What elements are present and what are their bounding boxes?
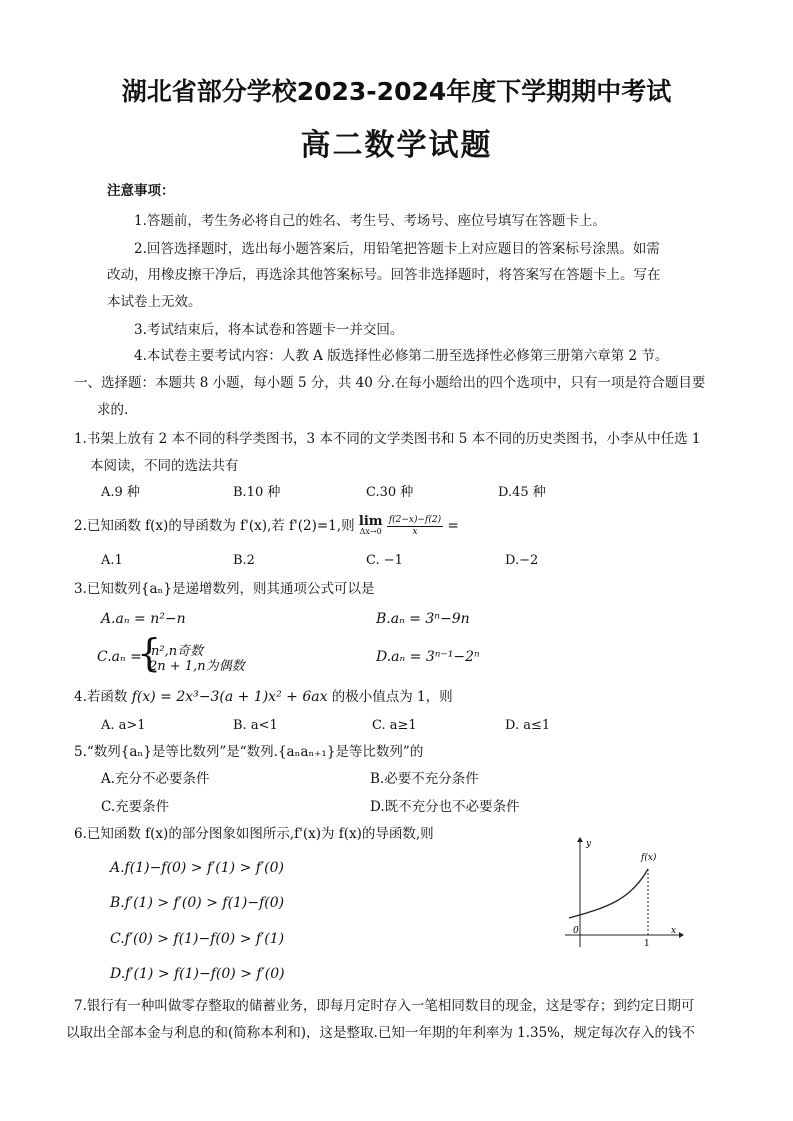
q6-function-graph xyxy=(555,835,685,950)
q4-option-b: B. a<1 xyxy=(233,718,278,733)
section-heading-cont: 求的. xyxy=(97,402,129,418)
q3-brace: { xyxy=(137,631,162,675)
y-axis-label: y xyxy=(586,839,592,849)
q2-stem-text: 2.已知函数 f(x)的导函数为 f'(x),若 f'(2)=1,则 xyxy=(74,518,355,534)
q1-option-b: B.10 种 xyxy=(233,485,281,500)
q2-fraction xyxy=(387,515,443,538)
note-2-line-1: 2.回答选择题时，选出每小题答案后，用铅笔把答题卡上对应题目的答案标号涂黑。如需 xyxy=(134,241,660,257)
q7-stem-line-1: 7.银行有一种叫做零存整取的储蓄业务，即每月定时存入一笔相同数目的现金，这是零存；到约定日期可 xyxy=(74,998,695,1014)
origin-label: 0 xyxy=(573,926,579,936)
q1-stem-line-1: 1.书架上放有 2 本不同的科学类图书，3 本不同的文学类图书和 5 本不同的历史类图书，小李从中任选 1 xyxy=(74,431,701,447)
x-axis-arrow xyxy=(679,932,684,938)
q1-option-d: D.45 种 xyxy=(498,485,546,500)
q6-option-a: A.f(1)−f(0) > f′(1) > f′(0) xyxy=(110,860,284,876)
y-axis-arrow xyxy=(577,837,583,842)
q2-option-a: A.1 xyxy=(101,553,123,568)
q3-option-c-prefix: C.aₙ = xyxy=(97,649,142,665)
q3-stem: 3.已知数列{aₙ}是递增数列，则其通项公式可以是 xyxy=(74,581,375,597)
exam-subtitle: 高二数学试题 xyxy=(300,128,493,163)
q6-option-b: B.f′(1) > f′(0) > f(1)−f(0) xyxy=(110,895,285,911)
q5-option-c: C.充要条件 xyxy=(101,799,170,815)
q4-function: f(x) = 2x³−3(a + 1)x² + 6ax xyxy=(131,689,328,705)
q2-numerator: f(2−x)−f(2) xyxy=(388,515,442,525)
q6-option-c: C.f′(0) > f(1)−f(0) > f′(1) xyxy=(110,931,285,947)
exam-title: 湖北省部分学校2023-2024年度下学期期中考试 xyxy=(121,77,672,106)
q5-stem: 5.“数列{aₙ}是等比数列”是“数列.{aₙaₙ₊₁}是等比数列”的 xyxy=(74,744,424,760)
q4-option-a: A. a>1 xyxy=(101,718,146,733)
q3-case-odd: n²,n奇数 xyxy=(151,644,204,659)
function-curve xyxy=(569,869,648,918)
curve-label: f(x) xyxy=(641,853,657,863)
x-axis-label: x xyxy=(671,926,677,936)
q6-option-d: D.f′(1) > f(1)−f(0) > f′(0) xyxy=(110,966,285,982)
note-1: 1.答题前，考生务必将自己的姓名、考生号、考场号、座位号填写在答题卡上。 xyxy=(134,213,606,229)
q2-equals: = xyxy=(447,518,459,534)
q6-stem: 6.已知函数 f(x)的部分图象如图所示,f'(x)为 f(x)的导函数,则 xyxy=(74,826,434,842)
q5-option-a: A.充分不必要条件 xyxy=(101,771,210,787)
q4-option-c: C. a≥1 xyxy=(372,718,417,733)
q5-option-b: B.必要不充分条件 xyxy=(370,771,479,787)
q1-option-c: C.30 种 xyxy=(366,485,414,500)
q3-option-b: B.aₙ = 3ⁿ−9n xyxy=(376,611,470,627)
q1-stem-line-2: 本阅读，不同的选法共有 xyxy=(90,458,239,474)
notes-heading: 注意事项： xyxy=(107,183,175,199)
q2-option-b: B.2 xyxy=(233,553,255,568)
q2-stem xyxy=(74,515,459,538)
tick-label-1: 1 xyxy=(644,939,650,949)
q2-option-c: C. −1 xyxy=(366,553,403,568)
q3-case-even: 2n + 1,n为偶数 xyxy=(149,659,245,674)
q4-stem xyxy=(74,688,453,706)
q4-stem-post: 的极小值点为 1，则 xyxy=(331,689,453,705)
q4-option-d: D. a≤1 xyxy=(505,718,551,733)
note-2-line-2: 改动，用橡皮擦干净后，再选涂其他答案标号。回答非选择题时，将答案写在答题卡上。写在 xyxy=(107,267,661,283)
q7-stem-line-2: 以取出全部本金与利息的和(简称本利和)，这是整取.已知一年期的年利率为 1.35%，规定每次存入的钱不 xyxy=(66,1025,696,1041)
q1-option-a: A.9 种 xyxy=(101,485,140,500)
q2-limit xyxy=(358,513,383,537)
q3-option-a: A.aₙ = n²−n xyxy=(101,611,186,627)
q4-stem-pre: 4.若函数 xyxy=(74,689,128,705)
q2-lim-word: lim xyxy=(358,513,383,529)
note-2-line-3: 本试卷上无效。 xyxy=(107,294,202,310)
note-3: 3.考试结束后，将本试卷和答题卡一并交回。 xyxy=(134,322,404,338)
section-heading: 一、选择题：本题共 8 小题，每小题 5 分，共 40 分.在每小题给出的四个选项中，只有一项是符合题目要 xyxy=(74,375,706,391)
q5-option-d: D.既不充分也不必要条件 xyxy=(370,799,520,815)
q2-lim-sub: Δx→0 xyxy=(359,526,382,536)
q2-denominator: x xyxy=(412,527,418,537)
q2-option-d: D.−2 xyxy=(505,553,539,568)
note-4: 4.本试卷主要考试内容：人教 A 版选择性必修第二册至选择性必修第三册第六章第 2 节。 xyxy=(134,348,669,364)
q3-option-d: D.aₙ = 3ⁿ⁻¹−2ⁿ xyxy=(376,649,480,665)
